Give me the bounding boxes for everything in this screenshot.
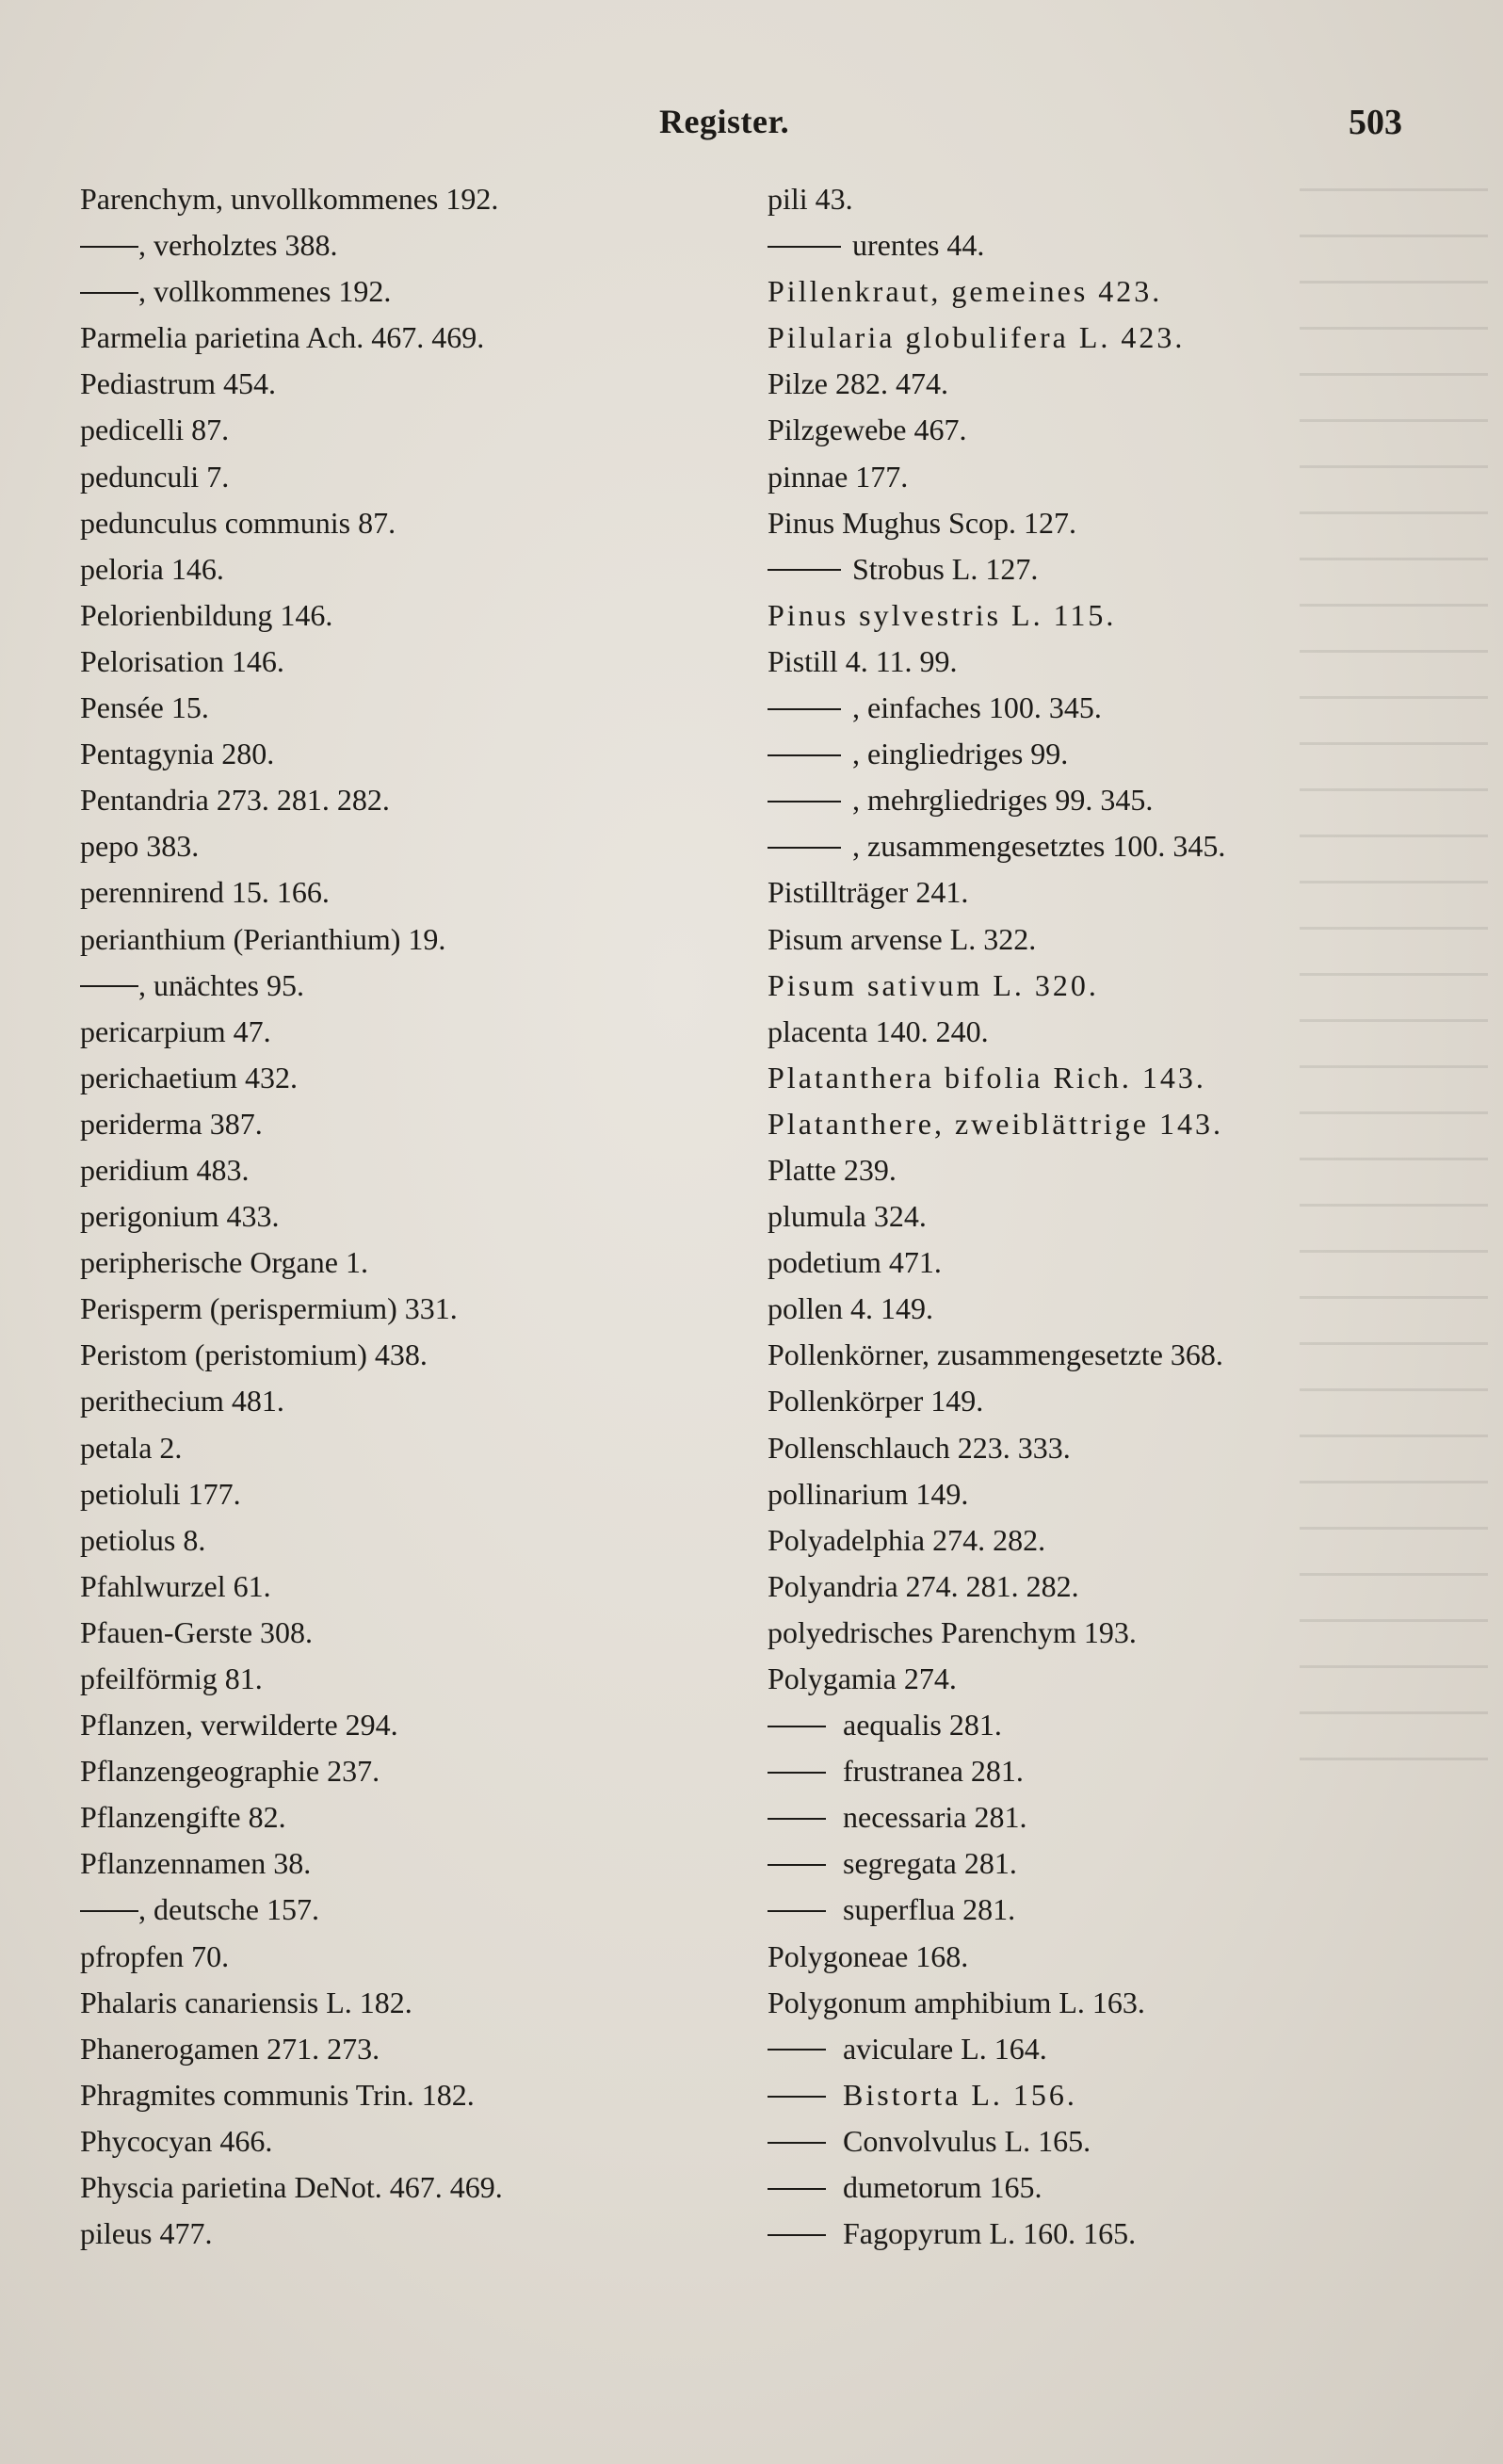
index-entry-text: , unächtes 95. <box>138 967 304 1002</box>
index-entry-text: perianthium (Perianthium) 19. <box>80 921 446 956</box>
index-entry-text: pedunculus communis 87. <box>80 505 396 540</box>
index-entry <box>768 1286 1446 1332</box>
index-entry <box>768 1794 1446 1840</box>
ditto-dash <box>768 708 841 710</box>
index-entry <box>80 268 739 315</box>
index-entry-text: aviculare L. 164. <box>843 2031 1047 2066</box>
ditto-dash <box>768 1818 826 1820</box>
index-entry <box>80 1009 739 1055</box>
index-entry <box>80 685 739 731</box>
ditto-dash <box>768 801 841 802</box>
index-entry-text: Pinus sylvestris L. 115. <box>768 597 1117 632</box>
index-entry <box>80 1887 739 1933</box>
index-column-left <box>80 176 739 2257</box>
index-entry <box>80 1748 739 1794</box>
index-entry <box>768 777 1446 823</box>
index-entry-text: Polygonum amphibium L. 163. <box>768 1985 1145 2019</box>
index-entry-text: Pentandria 273. 281. 282. <box>80 783 390 818</box>
index-entry-text: Pollenkörner, zusammengesetzte 368. <box>768 1337 1223 1372</box>
index-entry <box>80 2118 739 2164</box>
index-entry <box>80 1332 739 1378</box>
index-entry-text: Platanthere, zweiblättrige 143. <box>768 1106 1223 1141</box>
index-entry-text: Phragmites communis Trin. 182. <box>80 2077 475 2112</box>
index-entry-text: Perisperm (perispermium) 331. <box>80 1291 458 1326</box>
ditto-dash <box>768 847 841 849</box>
index-entry <box>768 1425 1446 1471</box>
ditto-dash <box>768 1772 826 1774</box>
index-entry <box>768 963 1446 1009</box>
index-entry-text: pili 43. <box>768 182 853 216</box>
index-entry-text: Pistillträger 241. <box>768 875 969 910</box>
index-entry <box>80 2211 739 2257</box>
index-entry <box>768 315 1446 361</box>
index-entry <box>768 1610 1446 1656</box>
index-entry <box>80 1980 739 2026</box>
index-entry-text: Physcia parietina DeNot. 467. 469. <box>80 2170 503 2205</box>
index-entry-text: pinnae 177. <box>768 459 909 494</box>
index-entry-text: petala 2. <box>80 1430 183 1465</box>
ditto-dash <box>768 2096 826 2098</box>
index-entry <box>80 1610 739 1656</box>
index-entry <box>80 1378 739 1424</box>
index-entry <box>768 1840 1446 1887</box>
ditto-dash <box>768 754 841 756</box>
index-entry-text: Pelorienbildung 146. <box>80 597 333 632</box>
index-entry <box>80 1240 739 1286</box>
index-entry <box>80 777 739 823</box>
index-entry <box>80 546 739 592</box>
index-entry <box>768 1240 1446 1286</box>
index-entry-text: , vollkommenes 192. <box>138 274 392 309</box>
index-entry-text: Phalaris canariensis L. 182. <box>80 1985 412 2019</box>
index-entry-text: Phycocyan 466. <box>80 2123 273 2158</box>
index-entry <box>80 1934 739 1980</box>
ditto-dash <box>80 246 138 248</box>
index-entry-text: Pelorisation 146. <box>80 643 284 678</box>
index-entry-text: pepo 383. <box>80 829 200 864</box>
index-entry-text: Fagopyrum L. 160. 165. <box>843 2216 1137 2251</box>
index-entry-text: Pensée 15. <box>80 690 209 725</box>
index-entry-text: plumula 324. <box>768 1199 927 1234</box>
index-entry <box>80 1656 739 1702</box>
index-entry-text: Pinus Mughus Scop. 127. <box>768 505 1077 540</box>
index-entry-text: Pistill 4. 11. 99. <box>768 643 958 678</box>
index-entry <box>80 639 739 685</box>
index-entry-text: pfeilförmig 81. <box>80 1662 263 1695</box>
index-entry-text: petiolus 8. <box>80 1522 206 1557</box>
index-entry-text: polyedrisches Parenchym 193. <box>768 1614 1137 1649</box>
index-entry <box>768 639 1446 685</box>
index-entry-text: pedicelli 87. <box>80 413 230 447</box>
index-entry-text: Pflanzen, verwilderte 294. <box>80 1708 398 1743</box>
index-entry <box>768 1564 1446 1610</box>
index-entry <box>768 1471 1446 1517</box>
index-entry-text: Peristom (peristomium) 438. <box>80 1337 428 1372</box>
index-entry-text: Convolvulus L. 165. <box>843 2123 1091 2158</box>
index-entry-text: pfropfen 70. <box>80 1938 230 1973</box>
index-entry <box>768 454 1446 500</box>
index-entry <box>80 1471 739 1517</box>
index-entry <box>768 1193 1446 1240</box>
index-entry-text: pedunculi 7. <box>80 459 230 494</box>
ditto-dash <box>768 1726 826 1727</box>
index-entry-text: petioluli 177. <box>80 1476 241 1511</box>
ditto-dash <box>768 2142 826 2144</box>
index-entry <box>768 2211 1446 2257</box>
index-entry-text: perithecium 481. <box>80 1384 284 1418</box>
index-entry-text: Pillenkraut, gemeines 423. <box>768 274 1163 309</box>
index-entry-text: Bistorta L. 156. <box>843 2077 1077 2112</box>
index-entry-text: podetium 471. <box>768 1245 942 1280</box>
index-entry <box>768 592 1446 639</box>
index-entry-text: frustranea 281. <box>843 1754 1024 1789</box>
index-entry-text: segregata 281. <box>843 1846 1017 1881</box>
index-entry-text: Phanerogamen 271. 273. <box>80 2031 380 2066</box>
index-entry <box>768 2026 1446 2072</box>
index-entry <box>80 222 739 268</box>
index-entry-text: Polyandria 274. 281. 282. <box>768 1568 1079 1603</box>
index-entry <box>768 1101 1446 1147</box>
index-entry <box>80 1147 739 1193</box>
index-entry-text: Pollenkörper 149. <box>768 1384 984 1418</box>
index-column-right <box>768 176 1446 2257</box>
index-entry <box>80 2072 739 2118</box>
index-entry-text: pollinarium 149. <box>768 1476 969 1511</box>
index-entry <box>768 1748 1446 1794</box>
index-entry-text: perichaetium 432. <box>80 1060 299 1094</box>
index-entry-text: Polyadelphia 274. 282. <box>768 1522 1046 1557</box>
index-entry-text: Strobus L. 127. <box>852 551 1039 586</box>
index-entry <box>80 1055 739 1101</box>
index-entry-text: perigonium 433. <box>80 1199 280 1234</box>
index-entry-text: , zusammengesetztes 100. 345. <box>852 829 1226 864</box>
index-entry-text: urentes 44. <box>852 228 985 263</box>
index-entry <box>768 546 1446 592</box>
index-entry-text: pericarpium 47. <box>80 1013 271 1048</box>
index-entry-text: Pfauen-Gerste 308. <box>80 1614 314 1649</box>
index-entry <box>80 1564 739 1610</box>
ditto-dash <box>80 985 138 987</box>
index-entry-text: peridium 483. <box>80 1152 250 1187</box>
index-entry-text: Polygamia 274. <box>768 1662 957 1695</box>
index-entry <box>768 407 1446 453</box>
index-entry <box>768 1702 1446 1748</box>
index-entry <box>80 1840 739 1887</box>
ditto-dash <box>768 569 841 571</box>
index-entry <box>768 1517 1446 1564</box>
index-entry <box>768 823 1446 869</box>
index-entry-text: Platanthera bifolia Rich. 143. <box>768 1060 1206 1094</box>
index-entry <box>80 592 739 639</box>
index-entry-text: , einfaches 100. 345. <box>852 690 1102 725</box>
index-entry <box>80 361 739 407</box>
index-entry <box>768 731 1446 777</box>
ditto-dash <box>768 1864 826 1866</box>
index-entry <box>768 1332 1446 1378</box>
index-entry-text: periderma 387. <box>80 1106 263 1141</box>
index-entry-text: Pfahlwurzel 61. <box>80 1568 271 1603</box>
index-entry-text: , eingliedriges 99. <box>852 737 1069 771</box>
index-entry <box>768 1147 1446 1193</box>
index-entry <box>80 963 739 1009</box>
index-entry-text: pileus 477. <box>80 2216 213 2251</box>
index-entry-text: Pilularia globulifera L. 423. <box>768 320 1186 355</box>
index-entry <box>80 407 739 453</box>
index-entry-text: aequalis 281. <box>843 1708 1002 1743</box>
index-entry <box>80 1425 739 1471</box>
index-entry <box>80 315 739 361</box>
ditto-dash <box>768 1910 826 1912</box>
index-entry-text: Platte 239. <box>768 1152 897 1187</box>
index-entry <box>80 1286 739 1332</box>
ditto-dash <box>80 292 138 294</box>
index-entry <box>80 1517 739 1564</box>
index-entry <box>768 869 1446 916</box>
index-entry <box>768 500 1446 546</box>
index-entry <box>768 916 1446 963</box>
index-entry-text: perennirend 15. 166. <box>80 875 330 910</box>
index-entry-text: peloria 146. <box>80 551 224 586</box>
index-entry <box>768 176 1446 222</box>
index-entry-text: , verholztes 388. <box>138 228 338 263</box>
index-entry <box>80 1702 739 1748</box>
index-entry <box>768 2072 1446 2118</box>
index-entry <box>768 1934 1446 1980</box>
ditto-dash <box>768 246 841 248</box>
ditto-dash <box>768 2049 826 2051</box>
index-entry <box>768 1055 1446 1101</box>
index-entry-text: necessaria 281. <box>843 1800 1027 1835</box>
index-entry <box>80 916 739 963</box>
index-entry-text: , deutsche 157. <box>138 1892 319 1927</box>
index-entry <box>768 268 1446 315</box>
ditto-dash <box>768 2188 826 2190</box>
index-entry <box>768 1887 1446 1933</box>
index-entry-text: Pollenschlauch 223. 333. <box>768 1430 1071 1465</box>
index-entry <box>80 869 739 916</box>
index-entry-text: Pflanzennamen 38. <box>80 1846 312 1881</box>
index-entry <box>768 1009 1446 1055</box>
index-entry-text: Parenchym, unvollkommenes 192. <box>80 182 499 216</box>
index-entry <box>80 176 739 222</box>
index-entry-text: superflua 281. <box>843 1892 1016 1927</box>
index-entry-text: pollen 4. 149. <box>768 1291 933 1326</box>
index-entry <box>768 1378 1446 1424</box>
index-entry-text: Pilzgewebe 467. <box>768 413 967 447</box>
index-entry-text: Pediastrum 454. <box>80 366 276 401</box>
index-entry-text: Pflanzengeographie 237. <box>80 1754 380 1789</box>
index-entry-text: , mehrgliedriges 99. 345. <box>852 783 1154 818</box>
index-entry-text: Pisum sativum L. 320. <box>768 967 1099 1002</box>
index-entry-text: dumetorum 165. <box>843 2170 1042 2205</box>
index-entry-text: Parmelia parietina Ach. 467. 469. <box>80 320 485 355</box>
index-entry <box>768 1980 1446 2026</box>
index-entry-text: Pilze 282. 474. <box>768 366 948 401</box>
index-entry <box>768 685 1446 731</box>
index-entry <box>80 454 739 500</box>
index-entry <box>80 823 739 869</box>
page-number: 503 <box>1349 103 1402 142</box>
ditto-dash <box>80 1910 138 1912</box>
index-entry-text: Polygoneae 168. <box>768 1938 969 1973</box>
index-entry-text: Pentagynia 280. <box>80 737 275 771</box>
index-entry <box>768 1656 1446 1702</box>
index-entry <box>80 1101 739 1147</box>
index-entry <box>80 2164 739 2211</box>
index-entry <box>768 2164 1446 2211</box>
index-entry <box>80 1193 739 1240</box>
index-entry-text: Pisum arvense L. 322. <box>768 921 1037 956</box>
ditto-dash <box>768 2234 826 2236</box>
index-entry <box>80 731 739 777</box>
index-entry <box>80 500 739 546</box>
index-entry <box>768 2118 1446 2164</box>
index-entry <box>768 361 1446 407</box>
index-entry-text: Pflanzengifte 82. <box>80 1800 286 1835</box>
index-entry-text: placenta 140. 240. <box>768 1013 989 1048</box>
index-entry <box>80 2026 739 2072</box>
index-entry <box>768 222 1446 268</box>
index-entry-text: peripherische Organe 1. <box>80 1245 368 1280</box>
index-entry <box>80 1794 739 1840</box>
running-header-title: Register. <box>659 103 790 140</box>
